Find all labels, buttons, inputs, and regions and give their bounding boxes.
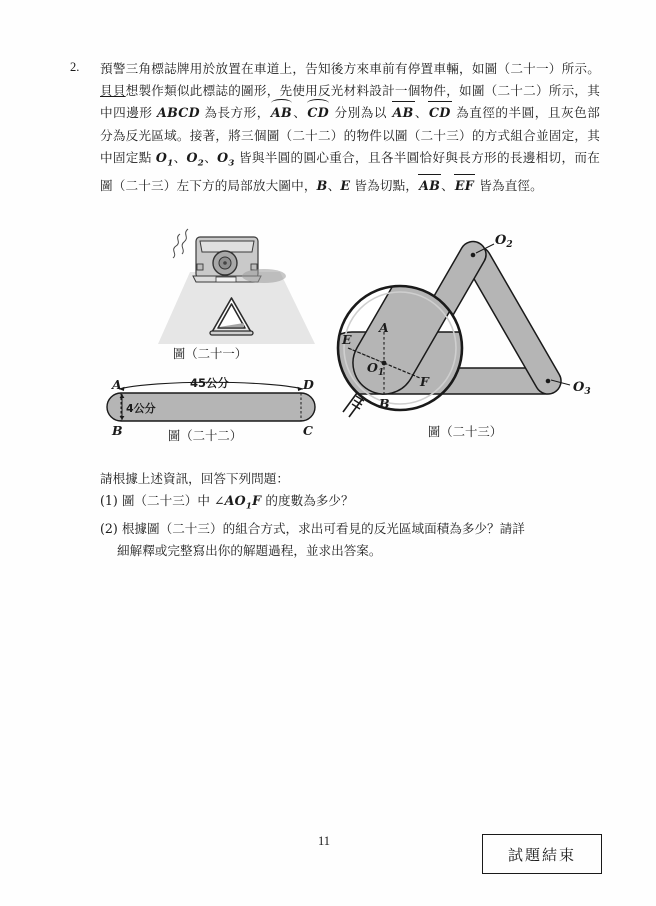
- fig22-label-A: A: [112, 377, 122, 392]
- fig22-length-label: 45公分: [190, 376, 230, 390]
- fig23-label-O2: $O_2$: [495, 233, 513, 250]
- page-number: 11: [318, 834, 331, 848]
- point-o3: $O_3$: [217, 149, 235, 169]
- question-text-seg7: 皆為切點，: [350, 177, 419, 193]
- angle-ao1f: $AO_1F$: [224, 493, 262, 512]
- sep-3: 、: [173, 149, 187, 165]
- sub-questions-block: [100, 468, 600, 562]
- sub-questions-lead: 請根據上述資訊，回答下列問題：: [100, 471, 289, 486]
- fig22-height-label: 4公分: [126, 402, 156, 415]
- fig23-label-E: E: [342, 332, 352, 347]
- question-text-seg4: 分別為以: [329, 105, 392, 121]
- question-number: 2.: [70, 60, 80, 74]
- sub-question-1: (1) 圖（二十三）中 $\angle AO_1F$ 的度數為多少？: [100, 493, 354, 512]
- fig22-label-B: B: [112, 423, 123, 438]
- question-text-seg5: 為直徑的半圓，且灰色部分為反光區域。接著，將三個圖（二十二）的物件以圖（二十三）的方式組合並固定，其中固定點: [100, 105, 600, 165]
- arc-ab: AB: [270, 102, 293, 124]
- fig22-label-D: D: [303, 377, 314, 392]
- fig23-label-O1: $O_1$: [367, 360, 385, 378]
- figure-23-diagram: [332, 220, 617, 420]
- segment-ab-2: AB: [418, 175, 441, 197]
- figure-23-caption: 圖（二十三）: [427, 424, 503, 439]
- pivot-o2: [471, 253, 476, 258]
- sep-2: 、: [414, 105, 429, 121]
- end-of-exam-box: 試題結束: [482, 834, 602, 874]
- sep-4: 、: [204, 149, 218, 165]
- question-text-seg8: 皆為直徑。: [475, 177, 543, 193]
- arc-cd: CD: [306, 102, 330, 124]
- figure-22-caption: 圖（二十二）: [167, 428, 243, 443]
- question-text-seg2: 想製作類似此標誌的圖形，先使用反光材料設計一個物件，如圖（二十二）所示，其中四邊形: [100, 83, 600, 121]
- fig23-label-B: B: [379, 396, 390, 411]
- question-text-seg1: 預警三角標誌牌用於放置在車道上，告知後方來車前有停置車輛，如圖（二十一）所示。: [100, 61, 600, 76]
- question-text-seg3: 為長方形，: [199, 105, 270, 121]
- sep-5: 、: [327, 177, 341, 193]
- fig22-label-C: C: [303, 423, 313, 438]
- figure-21-illustration: [152, 224, 342, 349]
- quadrilateral-abcd: ABCD: [157, 105, 200, 121]
- segment-ab: AB: [392, 102, 415, 124]
- fig23-label-A: A: [379, 320, 389, 335]
- figures-row: [0, 218, 656, 458]
- figure-21-caption: 圖（二十一）: [172, 346, 248, 361]
- point-b: B: [316, 177, 328, 193]
- fig23-label-F: F: [420, 374, 429, 389]
- sep-1: 、: [292, 105, 307, 121]
- sep-6: 、: [441, 177, 454, 193]
- sub-question-2-line1: (2) 根據圖（二十三）的組合方式，求出可看見的反光區域面積為多少？請詳: [100, 520, 525, 536]
- segment-cd: CD: [428, 102, 452, 124]
- question-text-seg6: 皆與半圓的圓心重合，且各半圓恰好與長方形的長邊相切，而在圖（二十三）左下方的局部放大圖中，: [100, 149, 600, 193]
- character-name: 貝貝: [100, 83, 126, 99]
- point-o1: $O_1$: [155, 149, 174, 169]
- question-block: [70, 58, 600, 197]
- sub-question-2-line2: 細解釋或完整寫出你的解題過程，並求出答案。: [117, 542, 382, 558]
- point-e: E: [340, 177, 351, 193]
- fig23-label-O3: $O_3$: [573, 380, 591, 397]
- segment-ef: EF: [454, 175, 475, 197]
- pivot-o3: [546, 379, 551, 384]
- question-paragraph: [100, 58, 600, 197]
- point-o2: $O_2$: [186, 149, 205, 169]
